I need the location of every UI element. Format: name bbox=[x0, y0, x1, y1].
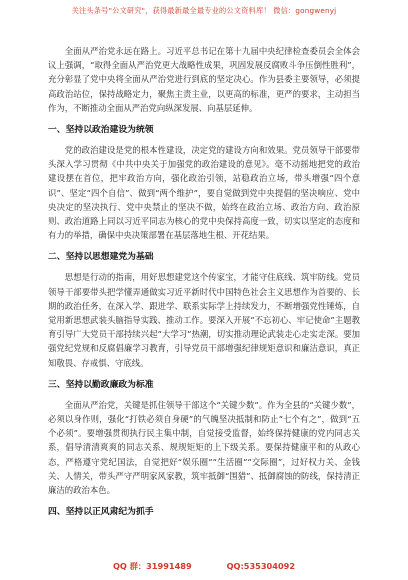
qq-contact-number: QQ:535304092 bbox=[226, 561, 296, 571]
section-paragraph-2: 思想是行动的指南，用好思想建党这个传家宝，才能守住底线、筑牢防线。党员领导干部要带头把学懂弄通做实习近平新时代中国特色社会主义思想作为首要的、长期的政治任务，在深入学、跟进学、联系实际学上持续发力，不断增强党性锤炼，自觉用新思想武装头脑指导实践、推动工作。要深入开展“不忘初心、牢记使命”主题教育引导广大党员干部持续兴起“大学习”热潮，切实推动理论武装走心走实走深。要加强党纪党规和反腐倡廉学习教育，引导党员干部增强纪律规矩意识和廉洁意识，真正知敬畏、存戒惧、守底线。 bbox=[48, 272, 360, 368]
qq-group-number: QQ 群：31991489 bbox=[112, 561, 192, 571]
section-paragraph-1: 党的政治建设是党的根本性建设，决定党的建设方向和效果。党员领导干部要带头深入学习贯彻《中共中央关于加强党的政治建设的意见》。毫不动摇地把党的政治建设摆在首位，把牢政治方向，强化政治引领，站稳政治立场，带头增强“四个意识”、坚定“四个自信”、做到“两个维护”，要自觉做到党中央提倡的坚决响应、党中央决定的坚决执行、党中央禁止的坚决不做，始终在政治立场、政治方向、政治原则、政治道路上同以习近平同志为核心的党中央保持高度一致，切实以坚定的态度和有力的举措，确保中央决策部署在基层落地生根、开花结果。 bbox=[48, 145, 360, 241]
section-heading-4: 四、坚持以正风肃纪为抓手 bbox=[48, 507, 154, 518]
section-heading-2: 二、坚持以思想建党为基础 bbox=[48, 252, 154, 263]
intro-paragraph: 全面从严治党永远在路上。习近平总书记在第十九届中央纪律检查委员会全体会议上强调，“取得全面从严治党更大战略性成果，巩固发展反腐败斗争压倒性胜利”，充分彰显了党中央将全面从严治党进行到底的坚定决心。作为县委主要领导，必须提高政治站位，保持战略定力，聚焦主责主业，以更高的标准，更严的要求，主动担当作为，不断推动全面从严治党向纵深发展、向基层延伸。 bbox=[48, 46, 360, 113]
contact-footer bbox=[0, 561, 408, 572]
promo-banner: 关注头条号"公文研究"，获得最新最全最专业的公文资料库！ 微信：gongwenyj bbox=[71, 6, 337, 15]
section-paragraph-3: 全面从严治党，关键是抓住领导干部这个“关键少数”。作为全县的“关键少数”，必须以身作则，强化“打铁必须自身硬”的气魄坚决抵制和防止“七个有之”，做到“五个必须”。要增强贯彻执行民主集中制，自觉接受监督，始终保持健康的党内同志关系，倡导清清爽爽的同志关系、规规矩矩的上下级关系。要保持健康平和的从政心态，严格遵守党纪国法，自觉把好“娱乐圈”“生活圈”“交际圈”，过好权力关、金钱关、人情关，带头严守严明家风家教，筑牢抵御“围猎”、抵御腐蚀的防线，保持清正廉洁的政治本色。 bbox=[48, 399, 360, 496]
section-heading-3: 三、坚持以勤政廉政为标准 bbox=[48, 379, 154, 390]
section-heading-1: 一、坚持以政治建设为统领 bbox=[48, 125, 154, 136]
article-body bbox=[48, 44, 360, 525]
